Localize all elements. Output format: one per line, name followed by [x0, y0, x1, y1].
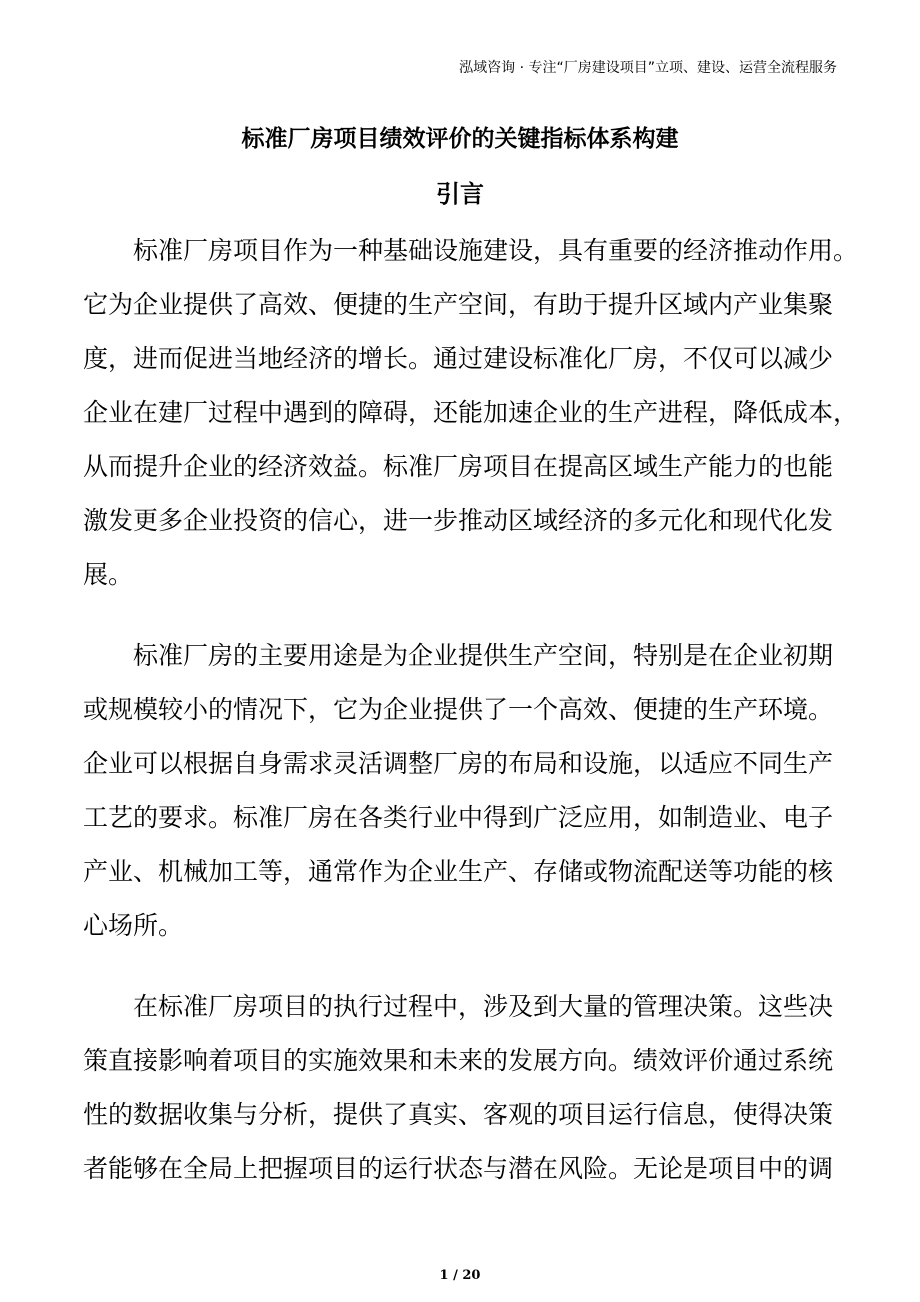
section-heading: 引言 — [436, 180, 484, 208]
document-title: 标准厂房项目绩效评价的关键指标体系构建 — [241, 126, 679, 152]
paragraph-line: 产业、机械加工等，通常作为企业生产、存储或物流配送等功能的核 — [83, 857, 834, 886]
paragraph-line: 性的数据收集与分析，提供了真实、客观的项目运行信息，使得决策 — [83, 1100, 834, 1129]
paragraph-3 — [83, 987, 863, 1203]
paragraph-line: 展。 — [83, 560, 134, 589]
paragraph-line: 心场所。 — [83, 911, 184, 940]
paragraph-line: 工艺的要求。标准厂房在各类行业中得到广泛应用，如制造业、电子 — [83, 803, 834, 832]
paragraph-line: 者能够在全局上把握项目的运行状态与潜在风险。无论是项目中的调 — [83, 1154, 834, 1183]
paragraph-line: 从而提升企业的经济效益。标准厂房项目在提高区域生产能力的也能 — [83, 452, 834, 481]
paragraph-line: 企业可以根据自身需求灵活调整厂房的布局和设施，以适应不同生产 — [83, 749, 834, 778]
page-number: 1 / 20 — [439, 1268, 481, 1283]
paragraph-line: 企业在建厂过程中遇到的障碍，还能加速企业的生产进程，降低成本， — [83, 398, 859, 427]
paragraph-2 — [83, 636, 863, 960]
paragraph-line: 策直接影响着项目的实施效果和未来的发展方向。绩效评价通过系统 — [83, 1046, 834, 1075]
paragraph-line: 标准厂房项目作为一种基础设施建设，具有重要的经济推动作用。 — [133, 236, 859, 265]
paragraph-line: 度，进而促进当地经济的增长。通过建设标准化厂房，不仅可以减少 — [83, 344, 834, 373]
page-header-text: 泓域咨询 · 专注“厂房建设项目”立项、建设、运营全流程服务 — [459, 60, 837, 76]
paragraph-line: 或规模较小的情况下，它为企业提供了一个高效、便捷的生产环境。 — [83, 695, 834, 724]
paragraph-line: 激发更多企业投资的信心，进一步推动区域经济的多元化和现代化发 — [83, 506, 834, 535]
body-text — [83, 231, 863, 1230]
paragraph-1 — [83, 231, 863, 609]
paragraph-line: 它为企业提供了高效、便捷的生产空间，有助于提升区域内产业集聚 — [83, 290, 834, 319]
paragraph-line: 标准厂房的主要用途是为企业提供生产空间，特别是在企业初期 — [133, 641, 834, 670]
paragraph-line: 在标准厂房项目的执行过程中，涉及到大量的管理决策。这些决 — [133, 992, 834, 1021]
